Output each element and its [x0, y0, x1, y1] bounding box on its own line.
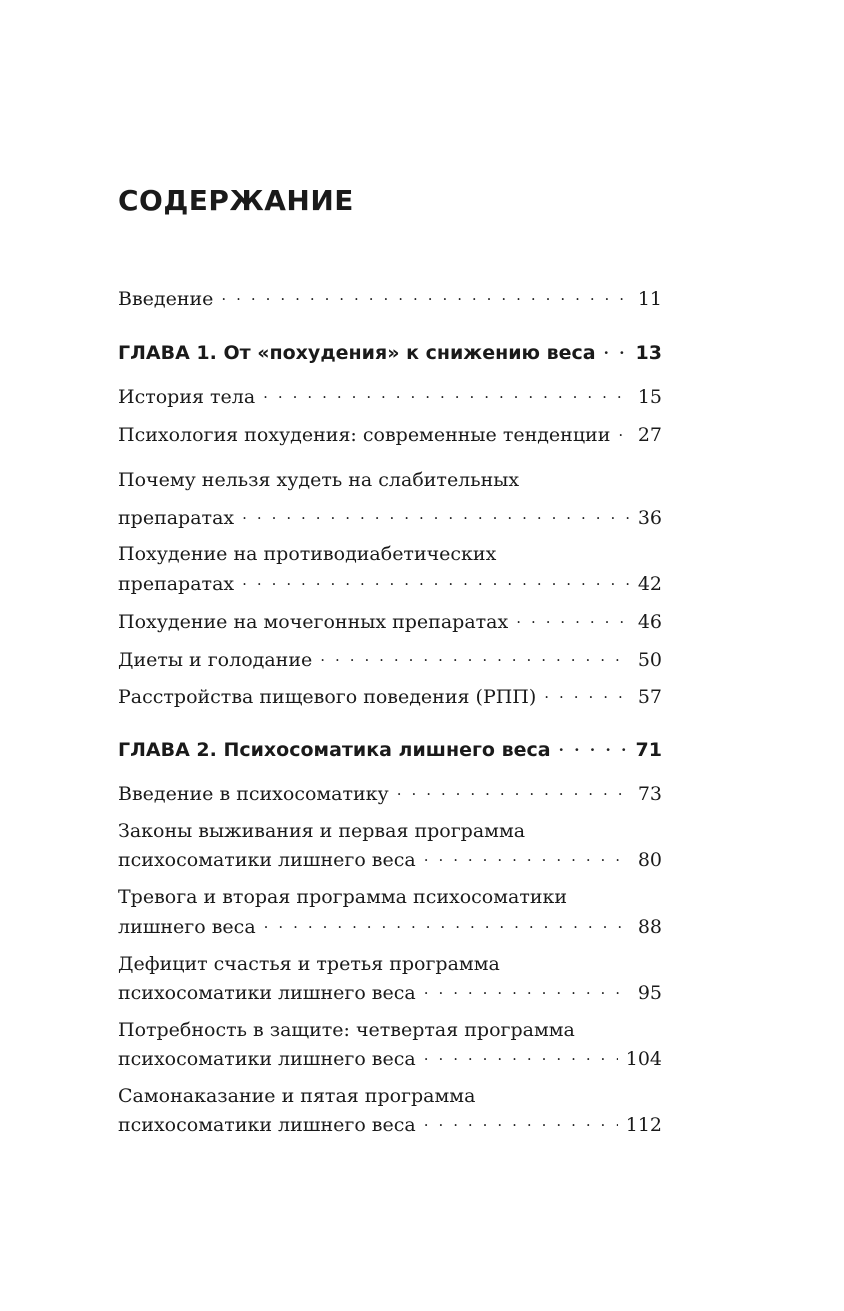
entry-title-line1: Почему нельзя худеть на слабительных — [118, 469, 520, 491]
toc-heading: СОДЕРЖАНИЕ — [118, 184, 354, 217]
entry-title: психосоматики лишнего веса — [118, 1048, 416, 1070]
dot-leader — [221, 286, 629, 305]
entry-title: Введение — [118, 288, 214, 310]
toc-entry — [118, 609, 662, 641]
entry-title: психосоматики лишнего веса — [118, 982, 416, 1004]
dot-leader — [559, 737, 628, 756]
toc-entry — [118, 1046, 662, 1078]
dot-leader — [618, 422, 629, 441]
toc-entry — [118, 384, 662, 416]
dot-leader — [264, 914, 630, 933]
page-number: 95 — [637, 982, 662, 1004]
entry-title: психосоматики лишнего веса — [118, 849, 416, 871]
entry-title: Расстройства пищевого поведения (РПП) — [118, 686, 537, 708]
page-number: 36 — [637, 507, 662, 529]
page-number: 71 — [635, 739, 662, 761]
dot-leader — [424, 1112, 618, 1131]
toc-entry — [118, 980, 662, 1012]
chapter-title: ГЛАВА 2. Психосоматика лишнего веса — [118, 739, 551, 761]
toc-entry — [118, 847, 662, 879]
dot-leader — [516, 609, 630, 628]
toc-chapter — [118, 340, 662, 372]
entry-title-line1: Самонаказание и пятая программа — [118, 1085, 476, 1107]
entry-title: препаратах — [118, 573, 235, 595]
toc-chapter — [118, 737, 662, 769]
toc-entry — [118, 684, 662, 716]
dot-leader — [604, 340, 628, 359]
toc-entry — [118, 1112, 662, 1144]
toc-entry — [118, 571, 662, 603]
entry-title: психосоматики лишнего веса — [118, 1114, 416, 1136]
page-number: 15 — [637, 386, 662, 408]
entry-title: Диеты и голодание — [118, 649, 313, 671]
entry-title-line1: Законы выживания и первая программа — [118, 820, 526, 842]
toc-entry — [118, 505, 662, 537]
page-number: 27 — [637, 424, 662, 446]
dot-leader — [242, 571, 630, 590]
toc-entry — [118, 422, 662, 454]
entry-title: Похудение на мочегонных препаратах — [118, 611, 509, 633]
page-number: 11 — [637, 288, 662, 310]
dot-leader — [544, 684, 630, 703]
page-number: 88 — [637, 916, 662, 938]
entry-title-line1: Потребность в защите: четвертая программа — [118, 1019, 575, 1041]
toc-entry — [118, 647, 662, 679]
page-number: 50 — [637, 649, 662, 671]
toc-entry — [118, 781, 662, 813]
dot-leader — [424, 1046, 618, 1065]
entry-title: препаратах — [118, 507, 235, 529]
entry-title-line1: Похудение на противодиабетических — [118, 543, 497, 565]
dot-leader — [242, 505, 630, 524]
entry-title-line1: Дефицит счастья и третья программа — [118, 953, 500, 975]
page-number: 80 — [637, 849, 662, 871]
dot-leader — [263, 384, 630, 403]
page-number: 104 — [625, 1048, 662, 1070]
entry-title: История тела — [118, 386, 256, 408]
page-number: 73 — [637, 783, 662, 805]
page-number: 57 — [637, 686, 662, 708]
dot-leader — [424, 980, 630, 999]
entry-title: лишнего веса — [118, 916, 256, 938]
entry-title: Введение в психосоматику — [118, 783, 389, 805]
entry-title-line1: Тревога и вторая программа психосоматики — [118, 886, 568, 908]
dot-leader — [320, 647, 630, 666]
dot-leader — [397, 781, 630, 800]
entry-title: Психология похудения: современные тенденции — [118, 424, 611, 446]
chapter-title: ГЛАВА 1. От «похудения» к снижению веса — [118, 342, 596, 364]
page-number: 42 — [637, 573, 662, 595]
page-number: 46 — [637, 611, 662, 633]
toc-entry — [118, 914, 662, 946]
toc-entry — [118, 286, 662, 318]
dot-leader — [424, 847, 630, 866]
page-number: 112 — [625, 1114, 662, 1136]
page-number: 13 — [635, 342, 662, 364]
